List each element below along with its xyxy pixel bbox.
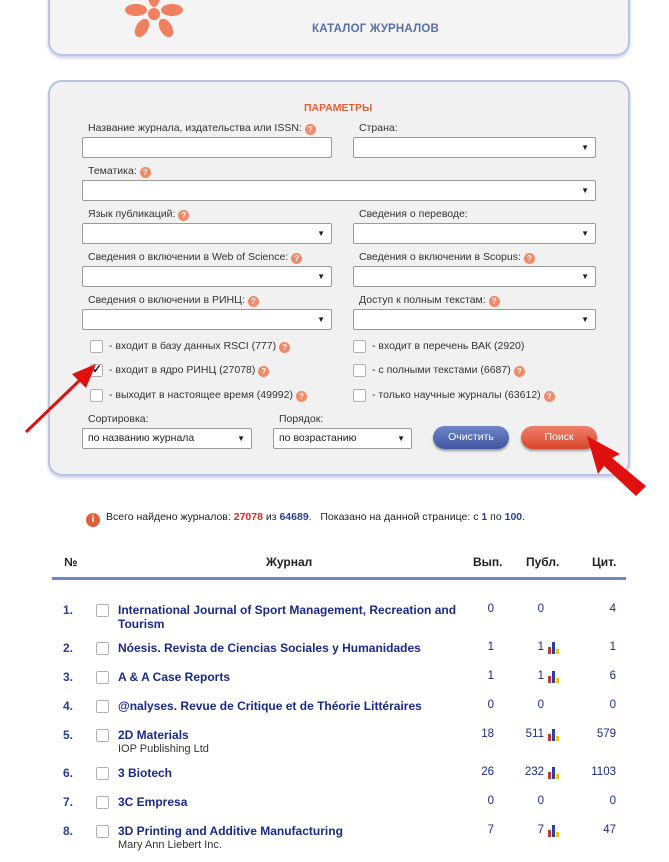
chevron-down-icon: ▼ [317,272,325,281]
scientific-checkbox-label: - только научные журналы (63612) ? [372,389,555,402]
col-header-issues[interactable]: Вып. [473,555,503,569]
journal-name-label: Название журнала, издательства или ISSN: ? [88,122,316,135]
row-checkbox[interactable] [96,671,109,684]
journal-title-link[interactable]: 2D Materials [118,728,189,742]
stats-chart-icon[interactable] [548,767,560,779]
journal-title-link[interactable]: @nalyses. Revue de Critique et de Théorie Littéraires [118,699,422,713]
row-checkbox[interactable] [96,796,109,809]
help-icon[interactable]: ? [296,391,307,402]
sort-select[interactable]: по названию журнала ▼ [82,428,252,449]
cites-count[interactable]: 579 [596,728,616,740]
translation-select[interactable] [353,223,596,244]
rsci-checkbox-label: - входит в базу данных RSCI (777) ? [109,340,290,353]
row-checkbox[interactable] [96,604,109,617]
col-header-journal: Журнал [266,555,313,569]
rinc-select[interactable] [82,309,332,330]
pubs-count[interactable]: 7 [537,824,544,836]
pubs-count[interactable]: 1 [537,670,544,682]
row-number: 4. [63,699,74,713]
cites-count[interactable]: 0 [609,795,616,807]
journal-title-link[interactable]: 3 Biotech [118,766,173,780]
sort-label: Сортировка: [88,413,149,425]
chevron-down-icon: ▼ [581,186,589,195]
page-title: КАТАЛОГ ЖУРНАЛОВ [312,23,439,35]
scopus-label: Сведения о включении в Scopus: ? [359,251,535,264]
journal-publisher: Mary Ann Liebert Inc. [118,839,222,851]
journal-title-link[interactable]: 3D Printing and Additive Manufacturing [118,824,343,838]
row-checkbox[interactable] [96,642,109,655]
col-header-pubs[interactable]: Публ. [526,555,560,569]
chevron-down-icon: ▼ [581,143,589,152]
help-icon[interactable]: ? [514,366,525,377]
params-title: ПАРАМЕТРЫ [304,102,373,114]
current-checkbox-label: - выходит в настоящее время (49992) ? [109,389,307,402]
language-label: Язык публикаций: ? [88,208,189,221]
order-label: Порядок: [279,413,324,425]
theme-select[interactable] [82,180,596,201]
fulltext-select[interactable] [353,309,596,330]
stats-chart-icon[interactable] [548,825,560,837]
scientific-checkbox[interactable] [353,389,366,402]
stats-chart-icon[interactable] [548,671,560,683]
help-icon[interactable]: ? [178,210,189,221]
help-icon[interactable]: ? [489,296,500,307]
cites-count[interactable]: 1103 [591,766,616,778]
journal-title-link[interactable]: 3C Empresa [118,795,188,809]
help-icon[interactable]: ? [291,253,302,264]
help-icon[interactable]: ? [305,124,316,135]
chevron-down-icon: ▼ [581,272,589,281]
wos-label: Сведения о включении в Web of Science: ? [88,251,302,264]
issues-count[interactable]: 1 [487,670,494,682]
cites-count[interactable]: 6 [609,670,616,682]
search-button[interactable]: Поиск [521,426,597,449]
order-select[interactable]: по возрастанию ▼ [273,428,412,449]
row-number: 8. [63,824,74,838]
row-number: 5. [63,728,74,742]
help-icon[interactable]: ? [248,296,259,307]
pubs-count[interactable]: 0 [537,795,544,807]
rinc-label: Сведения о включении в РИНЦ: ? [88,294,259,307]
chevron-down-icon: ▼ [581,315,589,324]
pubs-count[interactable]: 232 [524,766,544,778]
chevron-down-icon: ▼ [317,315,325,324]
row-number: 1. [63,603,74,617]
col-header-cites[interactable]: Цит. [592,555,617,569]
fulltext-checkbox[interactable] [353,364,366,377]
fulltext-checkbox-label: - с полными текстами (6687) ? [372,364,525,377]
row-checkbox[interactable] [96,825,109,838]
issues-count[interactable]: 0 [487,795,494,807]
col-header-num: № [64,555,78,569]
chevron-down-icon: ▼ [237,434,245,443]
header-divider [52,577,626,580]
issues-count[interactable]: 1 [487,641,494,653]
journal-title-link[interactable]: Nóesis. Revista de Ciencias Sociales y Humanidades [118,641,421,655]
row-number: 2. [63,641,74,655]
issues-count[interactable]: 0 [487,603,494,615]
pubs-count[interactable]: 1 [537,641,544,653]
cites-count[interactable]: 47 [603,824,616,836]
pubs-count[interactable]: 511 [525,728,544,740]
core-rinc-checkbox-label: - входит в ядро РИНЦ (27078) ? [109,364,269,377]
cites-count[interactable]: 4 [609,603,616,615]
scopus-select[interactable] [353,266,596,287]
country-label: Страна: [359,122,398,134]
wos-select[interactable] [82,266,332,287]
row-checkbox[interactable] [96,729,109,742]
vak-checkbox[interactable] [353,340,366,353]
language-select[interactable] [82,223,332,244]
help-icon[interactable]: ? [524,253,535,264]
row-number: 3. [63,670,74,684]
core-rinc-checkbox[interactable] [90,364,103,377]
issues-count[interactable]: 7 [487,824,494,836]
help-icon[interactable]: ? [258,366,269,377]
journal-title-link[interactable]: A & A Case Reports [118,670,231,684]
rsci-checkbox[interactable] [90,340,103,353]
translation-label: Сведения о переводе: [359,208,468,220]
issues-count[interactable]: 18 [481,728,494,740]
journal-title-link[interactable]: International Journal of Sport Management, Recreation and Tourism [118,603,457,631]
pubs-count[interactable]: 0 [537,699,544,711]
cites-count[interactable]: 0 [609,699,616,711]
stats-chart-icon[interactable] [548,729,560,741]
help-icon[interactable]: ? [279,342,290,353]
theme-label: Тематика: ? [88,165,151,178]
current-checkbox[interactable] [90,389,103,402]
country-select[interactable] [353,137,596,158]
chevron-down-icon: ▼ [397,434,405,443]
cites-count[interactable]: 1 [609,641,616,653]
journal-publisher: IOP Publishing Ltd [118,743,209,755]
results-summary: i Всего найдено журналов: 27078 из 64689. Показано на данной странице: с 1 по 100. [86,511,525,527]
chevron-down-icon: ▼ [317,229,325,238]
flower-logo-icon [124,0,184,38]
row-checkbox[interactable] [96,767,109,780]
row-checkbox[interactable] [96,700,109,713]
help-icon[interactable]: ? [544,391,555,402]
chevron-down-icon: ▼ [581,229,589,238]
row-number: 7. [63,795,74,809]
fulltext-label: Доступ к полным текстам: ? [359,294,500,307]
info-icon: i [86,513,100,527]
journal-name-input[interactable] [82,137,332,158]
row-number: 6. [63,766,74,780]
pubs-count[interactable]: 0 [537,603,544,615]
clear-button[interactable]: Очистить [433,426,509,449]
vak-checkbox-label: - входит в перечень ВАК (2920) [372,340,525,352]
help-icon[interactable]: ? [140,167,151,178]
stats-chart-icon[interactable] [548,642,560,654]
issues-count[interactable]: 0 [487,699,494,711]
issues-count[interactable]: 26 [481,766,494,778]
